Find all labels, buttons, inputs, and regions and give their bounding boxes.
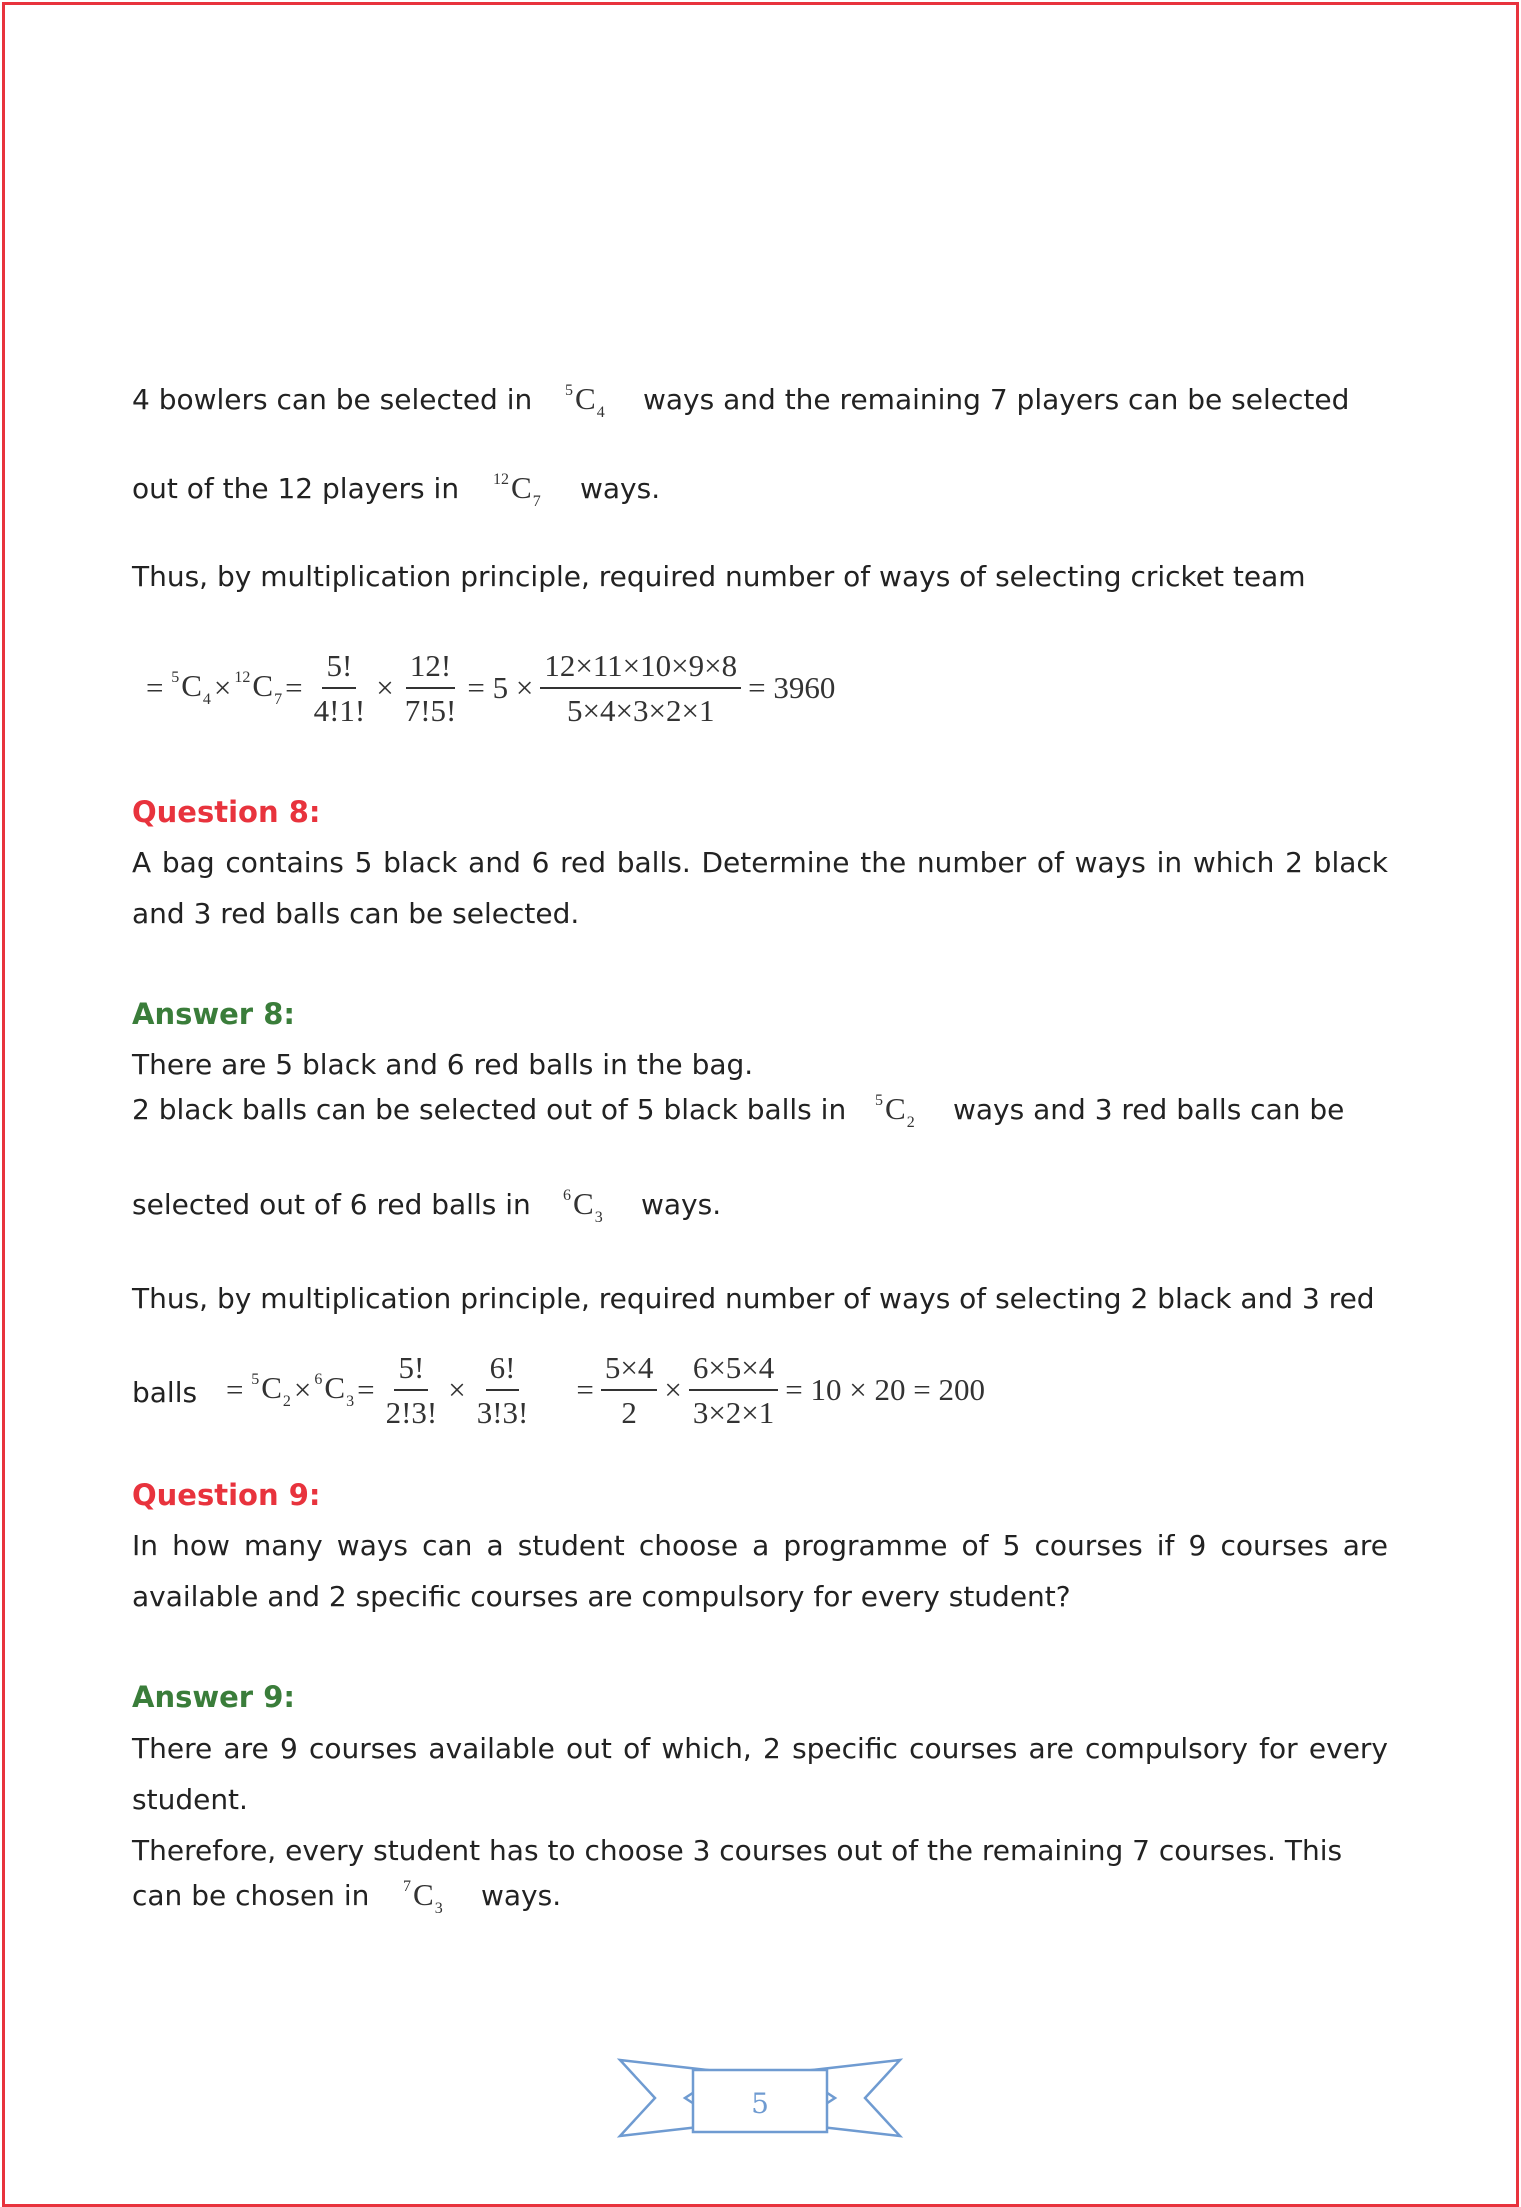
answer-8-line-2-rest: ways and 3 red balls can be bbox=[953, 1093, 1345, 1126]
question-9-heading: Question 9: bbox=[132, 1478, 321, 1512]
intro-line-2-rest: ways. bbox=[580, 472, 661, 505]
fraction-12-fact: $\frac{12!}{7!5!}$ bbox=[404, 648, 457, 728]
equation-balls: = $^5C_2$ × $^6C_3$ = $\frac{5!}{2!3!}$ × $\frac{6!}{3!3!}$ = $\frac{5\times 4}{2}$ × $\frac{6\times 5\times 4}{3\times 2\times 1}$ = 10 × 20 = 200 bbox=[226, 1350, 985, 1430]
question-8-text: A bag contains 5 black and 6 red balls. Determine the number of ways in which 2 black and 3 red balls can be selected. bbox=[132, 846, 1388, 930]
intro-line-2: out of the 12 players in bbox=[132, 472, 460, 505]
answer-9-heading: Answer 9: bbox=[132, 1680, 295, 1714]
intro-line-1: 4 bowlers can be selected in bbox=[132, 383, 533, 416]
answer-8-line-2: 2 black balls can be selected out of 5 black balls in bbox=[132, 1093, 847, 1126]
answer-9-line-3: can be chosen in bbox=[132, 1879, 370, 1912]
fraction-5x4: $\frac{5\times 4}{2}$ bbox=[601, 1350, 657, 1430]
answer-9-line-1: There are 9 courses available out of which, 2 specific courses are compulsory for every student. bbox=[132, 1732, 1388, 1816]
ribbon-icon bbox=[615, 2058, 905, 2138]
fraction-6x5x4: $\frac{6\times 5\times 4}{3\times 2\times 1}$ bbox=[689, 1350, 778, 1430]
fraction-5-fact: $\frac{5!}{4!1!}$ bbox=[313, 648, 366, 728]
answer-8-line-3: selected out of 6 red balls in bbox=[132, 1188, 531, 1221]
answer-8-heading: Answer 8: bbox=[132, 997, 295, 1031]
fraction-5-fact-b: $\frac{5!}{2!3!}$ bbox=[385, 1350, 438, 1430]
equation-cricket-team: = $^5C_4$ × $^{12}C_7$ = $\frac{5!}{4!1!}$ × $\frac{12!}{7!5!}$ = 5 × $\frac{12\times 11\times 10\times 9\times 8}{5\times 4\times 3\times 2\times 1}$ = 3960 bbox=[146, 648, 836, 728]
combination-7c3: $^7C_3$ bbox=[403, 1877, 443, 1917]
page-number: 5 bbox=[751, 2087, 769, 2120]
answer-8-line-3-rest: ways. bbox=[641, 1188, 722, 1221]
intro-line-1-rest: ways and the remaining 7 players can be selected bbox=[643, 383, 1350, 416]
combination-6c3: $^6C_3$ bbox=[563, 1186, 603, 1226]
question-8-heading: Question 8: bbox=[132, 795, 321, 829]
answer-8-line-1: There are 5 black and 6 red balls in the bag. bbox=[132, 1048, 754, 1081]
question-9-text: In how many ways can a student choose a programme of 5 courses if 9 courses are available and 2 specific courses are compulsory for every student? bbox=[132, 1529, 1388, 1613]
fraction-6-fact: $\frac{6!}{3!3!}$ bbox=[476, 1350, 529, 1430]
combination-5c4: $^5C_4$ bbox=[565, 381, 605, 421]
answer-9-line-3-rest: ways. bbox=[481, 1879, 562, 1912]
answer-9-line-2: Therefore, every student has to choose 3 courses out of the remaining 7 courses. This bbox=[132, 1834, 1343, 1867]
combination-5c2: $^5C_2$ bbox=[875, 1091, 915, 1131]
answer-8-line-4: Thus, by multiplication principle, required number of ways of selecting 2 black and 3 red bbox=[132, 1282, 1375, 1315]
combination-12c7: $^{12}C_7$ bbox=[493, 470, 541, 510]
intro-line-3: Thus, by multiplication principle, required number of ways of selecting cricket team bbox=[132, 560, 1306, 593]
page-number-ribbon bbox=[615, 2058, 905, 2138]
fraction-product: $\frac{12\times 11\times 10\times 9\times 8}{5\times 4\times 3\times 2\times 1}$ bbox=[540, 648, 741, 728]
balls-label: balls bbox=[132, 1376, 198, 1409]
